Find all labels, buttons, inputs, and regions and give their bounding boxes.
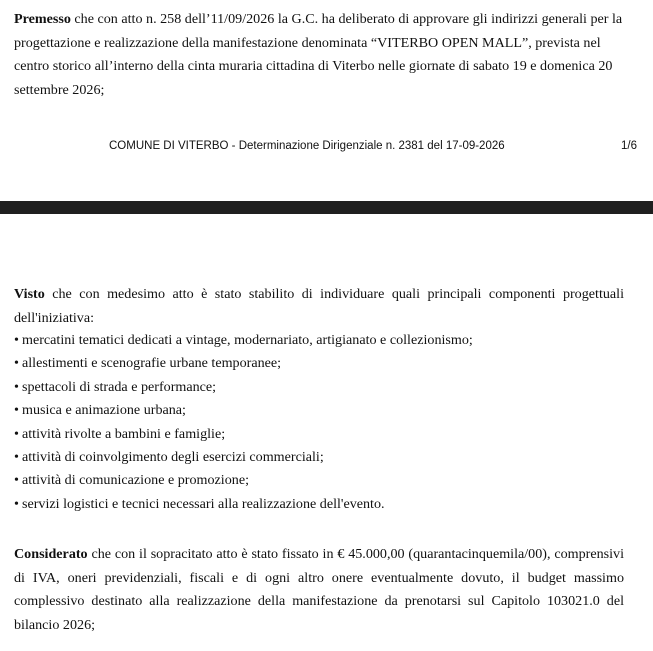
list-item [14, 493, 634, 516]
list-item-text: attività di coinvolgimento degli esercizi commerciali; [22, 448, 324, 465]
page-footer [0, 140, 653, 156]
list-item-text: musica e animazione urbana; [22, 402, 186, 419]
bullet-marker: • [14, 378, 19, 395]
paragraph-visto [14, 283, 624, 330]
list-item [14, 423, 634, 446]
list-item-text: allestimenti e scenografie urbane temporanee; [22, 355, 282, 372]
page-separator [0, 201, 653, 214]
list-item [14, 329, 634, 352]
paragraph-text: che con atto n. 258 dell’11/09/2026 la G.C. ha deliberato di approvare gli indirizzi generali per la progettazione e realizzazione della manifestazione denominata “VITERBO OPEN MALL”, prevista nel centro storico all’interno della cinta muraria cittadina di Viterbo nelle giornate di sabato 19 e domenica 20 settembre 2026; [14, 11, 623, 98]
paragraph-considerato [14, 543, 624, 637]
bullet-marker: • [14, 402, 19, 419]
list-item-text: mercatini tematici dedicati a vintage, modernariato, artigianato e collezionismo; [22, 332, 473, 348]
paragraph-text: che con il sopracitato atto è stato fissato in € 45.000,00 (quarantacinquemila/00), comprensivi di IVA, oneri previdenziali, fiscali e di ogni altro onere eventualmente dovuto, il budget massimo complessivo destinato alla realizzazione della manifestazione da prenotarsi sul Capitolo 103021.0 del bilancio 2026; [14, 546, 624, 633]
page-number: 1/6 [621, 140, 637, 152]
list-item-text: servizi logistici e tecnici necessari alla realizzazione dell'evento. [22, 495, 385, 512]
list-item [14, 399, 634, 422]
list-item [14, 469, 634, 492]
bullet-marker: • [14, 332, 19, 348]
paragraph-lead: Considerato [14, 546, 88, 562]
list-item [14, 446, 634, 469]
list-item-text: attività di comunicazione e promozione; [22, 472, 249, 489]
paragraph-lead: Premesso [14, 11, 71, 27]
bullet-marker: • [14, 355, 19, 372]
list-item-text: spettacoli di strada e performance; [22, 378, 217, 395]
bullet-marker: • [14, 495, 19, 512]
bullet-marker: • [14, 425, 19, 442]
bullet-marker: • [14, 472, 19, 489]
paragraph-premesso [14, 8, 624, 102]
list-item [14, 352, 634, 375]
list-item [14, 376, 634, 399]
bullet-marker: • [14, 448, 19, 465]
list-item-text: attività rivolte a bambini e famiglie; [22, 425, 226, 442]
bullet-list [14, 329, 634, 516]
paragraph-lead: Visto [14, 286, 45, 302]
footer-text: COMUNE DI VITERBO - Determinazione Dirigenziale n. 2381 del 17-09-2026 [109, 140, 505, 152]
paragraph-text: che con medesimo atto è stato stabilito di individuare quali principali componenti progettuali dell'iniziativa: [14, 286, 624, 326]
